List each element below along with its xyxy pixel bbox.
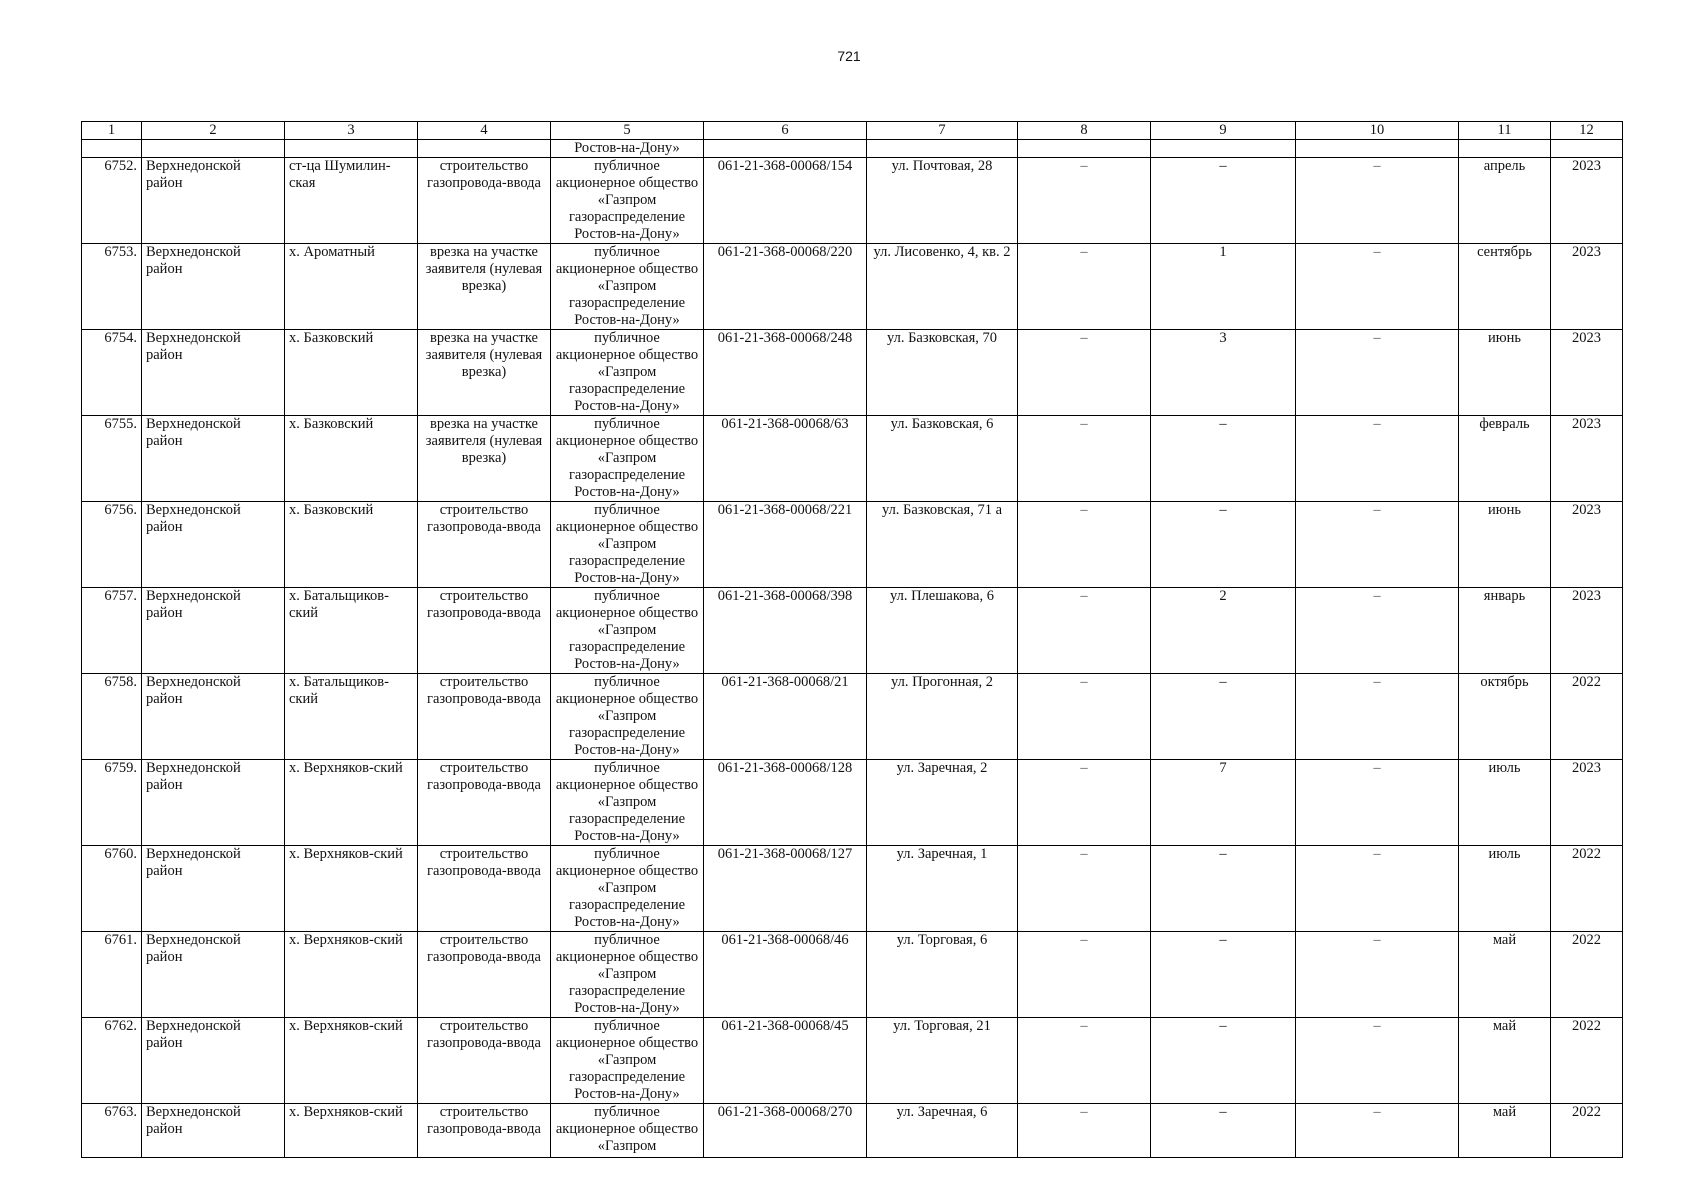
col9-cell: –: [1151, 502, 1296, 588]
year-cell: 2022: [1551, 846, 1623, 932]
month-cell: май: [1459, 1104, 1551, 1158]
settlement-cell: х. Базковский: [285, 330, 418, 416]
settlement-cell: х. Верхняков-ский: [285, 1018, 418, 1104]
organization-cell: публичное акционерное общество «Газпром газораспределение Ростов-на-Дону»: [551, 588, 704, 674]
month-cell: май: [1459, 1018, 1551, 1104]
organization-cell: публичное акционерное общество «Газпром: [551, 1104, 704, 1158]
col8-cell: –: [1018, 502, 1151, 588]
table-cell: [1551, 140, 1623, 158]
header-cell: 7: [867, 122, 1018, 140]
row-number: 6752.: [82, 158, 142, 244]
settlement-cell: х. Верхняков-ский: [285, 760, 418, 846]
table-cell: [285, 140, 418, 158]
year-cell: 2022: [1551, 674, 1623, 760]
work-type-cell: врезка на участке заявителя (нулевая врезка): [418, 416, 551, 502]
code-cell: 061-21-368-00068/127: [704, 846, 867, 932]
table-cell: [142, 140, 285, 158]
col8-cell: –: [1018, 416, 1151, 502]
settlement-cell: х. Верхняков-ский: [285, 1104, 418, 1158]
address-cell: ул. Плешакова, 6: [867, 588, 1018, 674]
col8-cell: –: [1018, 158, 1151, 244]
header-cell: 12: [1551, 122, 1623, 140]
row-number: 6755.: [82, 416, 142, 502]
settlement-cell: х. Батальщиков-ский: [285, 674, 418, 760]
year-cell: 2023: [1551, 502, 1623, 588]
table-cell: [867, 140, 1018, 158]
col10-cell: –: [1296, 760, 1459, 846]
col10-cell: –: [1296, 502, 1459, 588]
col10-cell: –: [1296, 416, 1459, 502]
month-cell: сентябрь: [1459, 244, 1551, 330]
work-type-cell: врезка на участке заявителя (нулевая врезка): [418, 244, 551, 330]
table-row: [82, 760, 1623, 846]
code-cell: 061-21-368-00068/46: [704, 932, 867, 1018]
address-cell: ул. Торговая, 21: [867, 1018, 1018, 1104]
work-type-cell: строительство газопровода-ввода: [418, 932, 551, 1018]
col8-cell: –: [1018, 244, 1151, 330]
code-cell: 061-21-368-00068/154: [704, 158, 867, 244]
work-type-cell: строительство газопровода-ввода: [418, 158, 551, 244]
col9-cell: 2: [1151, 588, 1296, 674]
address-cell: ул. Прогонная, 2: [867, 674, 1018, 760]
header-cell: 6: [704, 122, 867, 140]
month-cell: май: [1459, 932, 1551, 1018]
organization-cell: публичное акционерное общество «Газпром газораспределение Ростов-на-Дону»: [551, 932, 704, 1018]
month-cell: июнь: [1459, 502, 1551, 588]
district-cell: Верхнедонской район: [142, 674, 285, 760]
district-cell: Верхнедонской район: [142, 588, 285, 674]
work-type-cell: строительство газопровода-ввода: [418, 502, 551, 588]
organization-cell: публичное акционерное общество «Газпром газораспределение Ростов-на-Дону»: [551, 846, 704, 932]
code-cell: 061-21-368-00068/21: [704, 674, 867, 760]
header-cell: 9: [1151, 122, 1296, 140]
year-cell: 2022: [1551, 1018, 1623, 1104]
row-number: 6758.: [82, 674, 142, 760]
col9-cell: –: [1151, 932, 1296, 1018]
year-cell: 2023: [1551, 244, 1623, 330]
address-cell: ул. Базковская, 6: [867, 416, 1018, 502]
table-row: [82, 1018, 1623, 1104]
year-cell: 2023: [1551, 416, 1623, 502]
register-table: [81, 121, 1623, 1158]
table-cell: [1296, 140, 1459, 158]
col8-cell: –: [1018, 330, 1151, 416]
continuation-org-text: Ростов-на-Дону»: [551, 140, 704, 158]
address-cell: ул. Базковская, 71 а: [867, 502, 1018, 588]
year-cell: 2023: [1551, 158, 1623, 244]
table-row: [82, 330, 1623, 416]
column-number-header: [82, 122, 1623, 140]
district-cell: Верхнедонской район: [142, 416, 285, 502]
work-type-cell: строительство газопровода-ввода: [418, 1018, 551, 1104]
year-cell: 2023: [1551, 760, 1623, 846]
table-cell: [704, 140, 867, 158]
col9-cell: –: [1151, 674, 1296, 760]
table-row: [82, 588, 1623, 674]
organization-cell: публичное акционерное общество «Газпром газораспределение Ростов-на-Дону»: [551, 760, 704, 846]
code-cell: 061-21-368-00068/248: [704, 330, 867, 416]
work-type-cell: врезка на участке заявителя (нулевая врезка): [418, 330, 551, 416]
row-number: 6757.: [82, 588, 142, 674]
col8-cell: –: [1018, 1018, 1151, 1104]
col8-cell: –: [1018, 1104, 1151, 1158]
code-cell: 061-21-368-00068/45: [704, 1018, 867, 1104]
code-cell: 061-21-368-00068/128: [704, 760, 867, 846]
work-type-cell: строительство газопровода-ввода: [418, 846, 551, 932]
work-type-cell: строительство газопровода-ввода: [418, 674, 551, 760]
col10-cell: –: [1296, 846, 1459, 932]
month-cell: октябрь: [1459, 674, 1551, 760]
organization-cell: публичное акционерное общество «Газпром газораспределение Ростов-на-Дону»: [551, 244, 704, 330]
row-number: 6754.: [82, 330, 142, 416]
table-row: [82, 158, 1623, 244]
col10-cell: –: [1296, 330, 1459, 416]
address-cell: ул. Торговая, 6: [867, 932, 1018, 1018]
table-row: [82, 502, 1623, 588]
col10-cell: –: [1296, 1104, 1459, 1158]
address-cell: ул. Базковская, 70: [867, 330, 1018, 416]
settlement-cell: х. Базковский: [285, 502, 418, 588]
table-row: [82, 244, 1623, 330]
page-number: 721: [837, 48, 861, 64]
settlement-cell: ст-ца Шумилин-ская: [285, 158, 418, 244]
year-cell: 2023: [1551, 588, 1623, 674]
table-cell: [1459, 140, 1551, 158]
col9-cell: –: [1151, 158, 1296, 244]
district-cell: Верхнедонской район: [142, 1104, 285, 1158]
header-cell: 3: [285, 122, 418, 140]
code-cell: 061-21-368-00068/270: [704, 1104, 867, 1158]
table-body: [82, 122, 1623, 1158]
code-cell: 061-21-368-00068/398: [704, 588, 867, 674]
col9-cell: –: [1151, 1018, 1296, 1104]
header-cell: 1: [82, 122, 142, 140]
work-type-cell: строительство газопровода-ввода: [418, 760, 551, 846]
table-row: [82, 674, 1623, 760]
row-number: 6760.: [82, 846, 142, 932]
settlement-cell: х. Базковский: [285, 416, 418, 502]
district-cell: Верхнедонской район: [142, 846, 285, 932]
col8-cell: –: [1018, 932, 1151, 1018]
continuation-row: [82, 140, 1623, 158]
table-row: [82, 416, 1623, 502]
address-cell: ул. Заречная, 6: [867, 1104, 1018, 1158]
year-cell: 2022: [1551, 932, 1623, 1018]
month-cell: июль: [1459, 846, 1551, 932]
organization-cell: публичное акционерное общество «Газпром газораспределение Ростов-на-Дону»: [551, 416, 704, 502]
row-number: 6753.: [82, 244, 142, 330]
address-cell: ул. Заречная, 1: [867, 846, 1018, 932]
work-type-cell: строительство газопровода-ввода: [418, 1104, 551, 1158]
month-cell: апрель: [1459, 158, 1551, 244]
code-cell: 061-21-368-00068/63: [704, 416, 867, 502]
district-cell: Верхнедонской район: [142, 330, 285, 416]
district-cell: Верхнедонской район: [142, 932, 285, 1018]
address-cell: ул. Заречная, 2: [867, 760, 1018, 846]
settlement-cell: х. Батальщиков-ский: [285, 588, 418, 674]
table-cell: [82, 140, 142, 158]
col10-cell: –: [1296, 674, 1459, 760]
organization-cell: публичное акционерное общество «Газпром газораспределение Ростов-на-Дону»: [551, 158, 704, 244]
district-cell: Верхнедонской район: [142, 1018, 285, 1104]
table-cell: [1151, 140, 1296, 158]
col8-cell: –: [1018, 760, 1151, 846]
organization-cell: публичное акционерное общество «Газпром газораспределение Ростов-на-Дону»: [551, 1018, 704, 1104]
col10-cell: –: [1296, 932, 1459, 1018]
year-cell: 2022: [1551, 1104, 1623, 1158]
col9-cell: 7: [1151, 760, 1296, 846]
settlement-cell: х. Верхняков-ский: [285, 932, 418, 1018]
address-cell: ул. Почтовая, 28: [867, 158, 1018, 244]
table-row: [82, 1104, 1623, 1158]
header-cell: 4: [418, 122, 551, 140]
month-cell: февраль: [1459, 416, 1551, 502]
month-cell: январь: [1459, 588, 1551, 674]
settlement-cell: х. Ароматный: [285, 244, 418, 330]
col9-cell: –: [1151, 1104, 1296, 1158]
col9-cell: 1: [1151, 244, 1296, 330]
header-cell: 5: [551, 122, 704, 140]
col8-cell: –: [1018, 846, 1151, 932]
row-number: 6756.: [82, 502, 142, 588]
settlement-cell: х. Верхняков-ский: [285, 846, 418, 932]
col9-cell: –: [1151, 416, 1296, 502]
district-cell: Верхнедонской район: [142, 502, 285, 588]
col9-cell: –: [1151, 846, 1296, 932]
col8-cell: –: [1018, 674, 1151, 760]
address-cell: ул. Лисовенко, 4, кв. 2: [867, 244, 1018, 330]
month-cell: июль: [1459, 760, 1551, 846]
row-number: 6761.: [82, 932, 142, 1018]
col10-cell: –: [1296, 158, 1459, 244]
table-cell: [1018, 140, 1151, 158]
organization-cell: публичное акционерное общество «Газпром газораспределение Ростов-на-Дону»: [551, 330, 704, 416]
row-number: 6759.: [82, 760, 142, 846]
organization-cell: публичное акционерное общество «Газпром газораспределение Ростов-на-Дону»: [551, 502, 704, 588]
row-number: 6762.: [82, 1018, 142, 1104]
year-cell: 2023: [1551, 330, 1623, 416]
district-cell: Верхнедонской район: [142, 244, 285, 330]
table-row: [82, 932, 1623, 1018]
table-cell: [418, 140, 551, 158]
district-cell: Верхнедонской район: [142, 760, 285, 846]
col8-cell: –: [1018, 588, 1151, 674]
work-type-cell: строительство газопровода-ввода: [418, 588, 551, 674]
code-cell: 061-21-368-00068/220: [704, 244, 867, 330]
header-cell: 2: [142, 122, 285, 140]
header-cell: 11: [1459, 122, 1551, 140]
col10-cell: –: [1296, 588, 1459, 674]
col10-cell: –: [1296, 1018, 1459, 1104]
organization-cell: публичное акционерное общество «Газпром газораспределение Ростов-на-Дону»: [551, 674, 704, 760]
table-row: [82, 846, 1623, 932]
code-cell: 061-21-368-00068/221: [704, 502, 867, 588]
col9-cell: 3: [1151, 330, 1296, 416]
col10-cell: –: [1296, 244, 1459, 330]
row-number: 6763.: [82, 1104, 142, 1158]
header-cell: 8: [1018, 122, 1151, 140]
district-cell: Верхнедонской район: [142, 158, 285, 244]
month-cell: июнь: [1459, 330, 1551, 416]
header-cell: 10: [1296, 122, 1459, 140]
